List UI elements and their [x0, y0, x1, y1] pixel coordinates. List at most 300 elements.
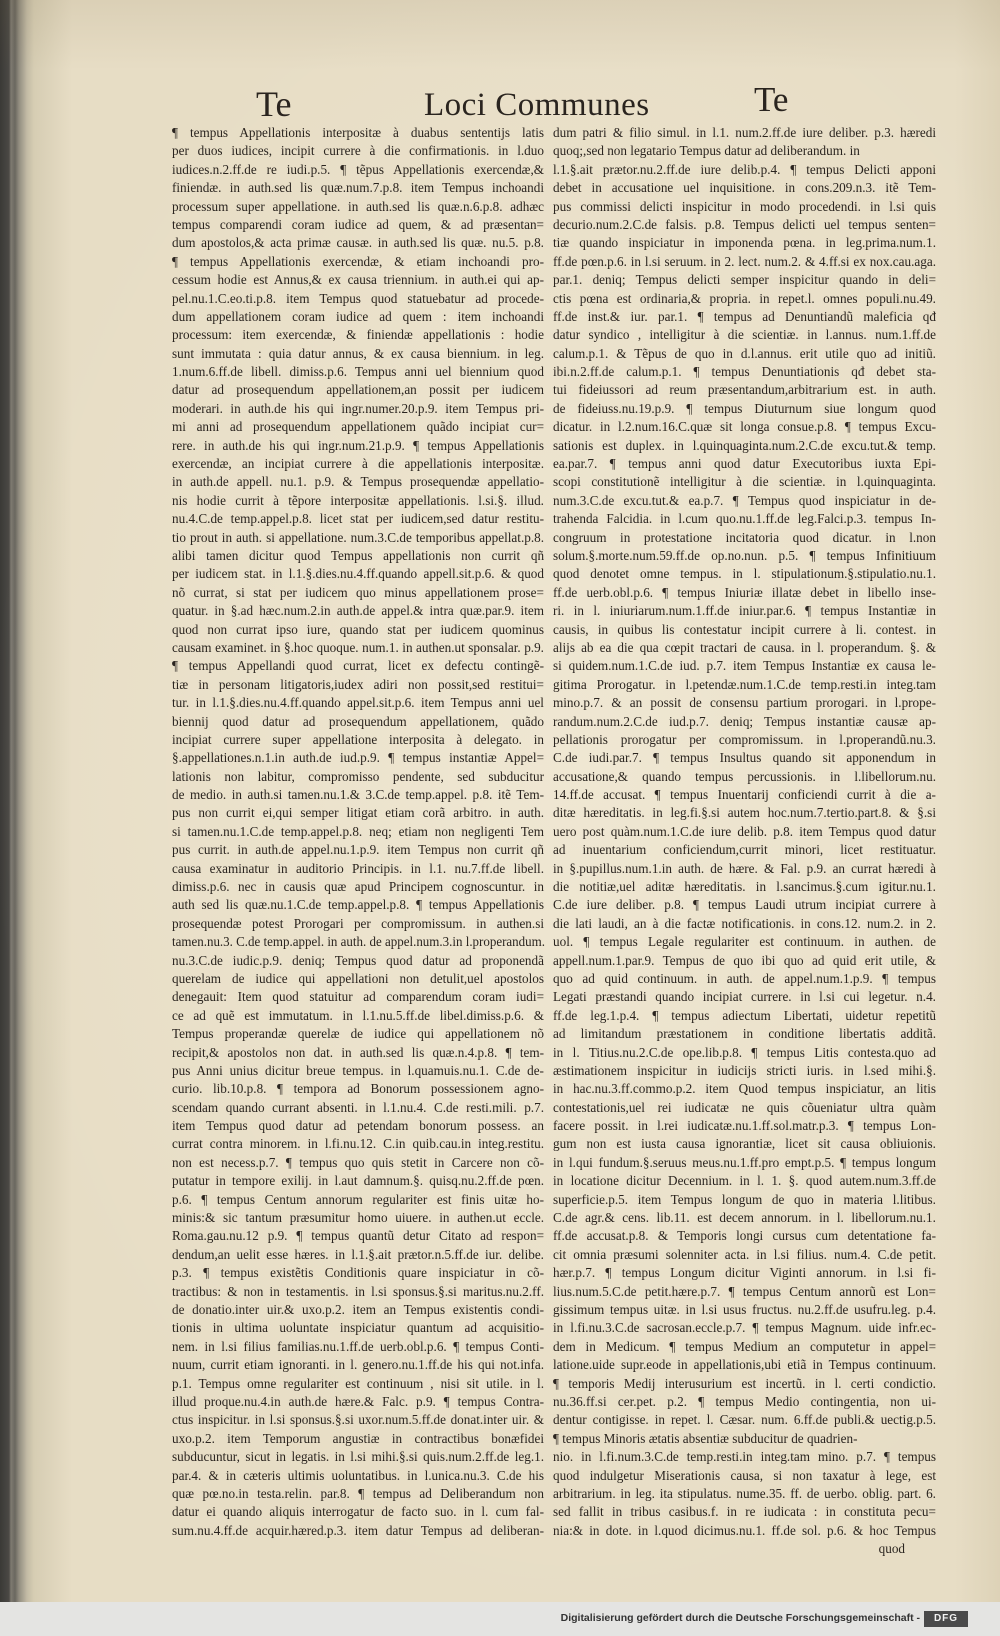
text-line — [553, 1007, 937, 1025]
text-line — [172, 363, 545, 381]
text-line — [553, 198, 937, 216]
text-line-content: nio. in l.fi.num.3.C.de temp.resti.in integ.tam mino. p.7. ¶ tempus — [553, 1449, 937, 1465]
text-line — [553, 768, 937, 786]
text-line-content: decurio.num.2.C.de falsis. p.8. Tempus delicti uel tempus senten= — [553, 216, 936, 232]
text-line — [172, 896, 545, 914]
text-line — [172, 1154, 545, 1172]
text-line-content: de fideiuss.nu.19.p.9. ¶ tempus Diuturnum siue longum quod — [553, 400, 937, 416]
text-line-content: accusatione,& quando tempus percussionis. in l.libellorum.nu. — [553, 768, 936, 784]
text-line — [553, 308, 937, 326]
text-line-content: nia:& in dote. in l.quod dicimus.nu.1. ff.de sol. p.6. & hoc Tempus — [553, 1522, 936, 1538]
text-line-content: Legati præstandi quando incipiat currere. in l.si cui legetur. n.4. — [553, 989, 936, 1005]
text-line — [172, 1485, 545, 1503]
text-line-content: C.de agr.& cens. lib.11. est decem annorum. in l. libellorum.nu.1. — [553, 1210, 936, 1226]
text-line-content: scopi constitutionẽ intelligitur à die scientiæ. in l.quinquaginta. — [553, 474, 936, 490]
text-line — [172, 253, 545, 271]
text-line-content: scendam quando currant absenti. in l.1.nu.4. C.de resti.mili. p.7. — [172, 1099, 544, 1115]
text-line — [553, 1191, 937, 1209]
text-line — [172, 437, 545, 455]
text-line — [172, 694, 545, 712]
text-line — [553, 1411, 937, 1429]
text-line-content: ff.de uerb.obl.p.6. ¶ tempus Iniuriæ illatæ debet in libello inse- — [553, 584, 936, 600]
text-line — [172, 308, 545, 326]
text-line-content: ff.de leg.1.p.4. ¶ tempus adiectum Libertati, uidetur repetitũ — [553, 1007, 937, 1023]
text-line-content: in l. Titius.nu.2.C.de ope.lib.p.8. ¶ tempus Litis contesta.quo ad — [553, 1044, 936, 1060]
text-line-content: pus Anni unius dicitur breue tempus. in l.quamuis.nu.1. C.de de- — [172, 1062, 544, 1078]
text-line — [553, 1154, 937, 1172]
text-line — [553, 1246, 937, 1264]
text-line-content: datur syndico , intelligitur à die scientiæ. in l.annus. num.1.ff.de — [553, 327, 936, 343]
text-line — [172, 492, 545, 510]
text-line — [172, 1172, 545, 1190]
text-line-content: ctus inspicitur. in l.si sponsus.§.si uxor.num.5.ff.de donat.inter uir. & — [172, 1412, 544, 1428]
text-line — [172, 639, 545, 657]
text-line-content: dem in Medicum. ¶ tempus Medium an computetur in appel= — [553, 1338, 937, 1354]
text-line-content: ibi.n.2.ff.de calum.p.1. ¶ tempus Denuntiationis qđ debet sta- — [553, 364, 937, 380]
text-line — [553, 621, 937, 639]
text-line — [172, 179, 545, 197]
text-line-content: tempus comparendi coram iudice ad quem, & ad præsentan= — [172, 216, 544, 232]
text-line — [553, 786, 937, 804]
text-line-content: sum.nu.4.ff.de acquir.hæred.p.3. item datur Tempus ad deliberan- — [172, 1522, 544, 1538]
text-line — [553, 1485, 937, 1503]
text-line-content: tur. in l.1.§.dies.nu.4.ff.quando appel.sit.p.6. item Tempus anni uel — [172, 695, 544, 711]
text-line — [172, 1301, 545, 1319]
text-line — [172, 1044, 545, 1062]
text-line — [553, 1099, 937, 1117]
text-line — [172, 510, 545, 528]
text-line-content: non est necess.p.7. ¶ tempus quo quis stetit in Carcere non cõ- — [172, 1154, 544, 1170]
text-line-content: finiendæ. in auth.sed lis quæ.num.7.p.8. item Tempus inchoandi — [172, 180, 545, 196]
text-line-content: superficie.p.5. item Tempus longum de quo in materia l.litibus. — [553, 1191, 936, 1207]
text-line — [172, 841, 545, 859]
text-line-content: de medio. in auth.si tamen.nu.1.& 3.C.de temp.appel. p.8. itẽ Tem- — [172, 787, 544, 803]
text-line — [553, 676, 937, 694]
text-line — [172, 749, 545, 767]
text-line — [172, 1209, 545, 1227]
text-line-content: de donatio.inter uir.& uxo.p.2. item an Tempus existentis condi- — [172, 1302, 545, 1317]
text-line-content: pellationis prorogatur per compromissum. in l.properandũ.nu.3. — [553, 731, 936, 747]
text-line-content: uxo.p.2. item Temporum angustiæ in contractibus bonæfidei — [172, 1430, 544, 1446]
text-line — [553, 161, 937, 179]
text-line — [172, 1411, 545, 1429]
text-line-content: querelam de iudice qui appellationi non detulit,uel apostolos — [172, 970, 545, 986]
text-line-content: pus commissi delicti inspicitur in modo procedendi. in l.si quis — [553, 198, 936, 214]
text-line — [172, 970, 545, 988]
text-line — [553, 933, 937, 951]
text-line — [172, 602, 545, 620]
text-line-content: ¶ temporis Medij interusurium est incertũ. in l. certi condictio. — [553, 1375, 936, 1391]
right-headword: Te — [754, 80, 789, 119]
text-line-content: si tamen.nu.1.C.de temp.appel.p.8. neq; etiam non negligenti Tem — [172, 823, 544, 839]
text-line-content: dentur contigisse. in repet. l. Cæsar. num. 6.ff.de publi.& uectig.p.5. — [553, 1412, 936, 1428]
text-line-content: dendum,an uelit esse hæres. in l.1.§.ait prætor.n.5.ff.de iur. delibe. — [172, 1246, 544, 1262]
text-line — [172, 823, 545, 841]
text-line-content: in hac.nu.3.ff.commo.p.2. item Quod tempus inspiciatur, an litis — [553, 1081, 937, 1097]
left-headword: Te — [256, 84, 292, 124]
text-line-content: causa examinatur in auditorio Principis. in l.1. nu.7.ff.de libell. — [172, 860, 545, 876]
text-line — [553, 1062, 937, 1080]
text-line — [553, 860, 937, 878]
text-line — [172, 933, 545, 951]
text-line-content: uol. ¶ tempus Legale regulariter est continuum. in authen. de — [553, 934, 937, 950]
text-line — [553, 363, 937, 381]
text-line-content: rere. in auth.de his qui ingr.num.21.p.9. ¶ tempus Appellationis — [172, 437, 545, 453]
text-line-content: Tempus properandæ querelæ de iudice qui appellationem nõ — [172, 1026, 545, 1042]
text-line-content: cit omnia præsumi solenniter acta. in l.si filius. num.4. C.de petit. — [553, 1246, 936, 1262]
text-line-content: quæ pœ.no.in testa.relin. par.8. ¶ tempus ad Deliberandum non — [172, 1485, 544, 1501]
text-line-content: si quidem.num.1.C.de iud. p.7. item Tempus Instantiæ ex causa le- — [553, 658, 936, 674]
text-line-content: tui fideiussori ad reum præsentandum,arbitrarium est. in auth. — [553, 382, 937, 398]
text-line-content: ctis pœna est ordinaria,& propria. in repet.l. omnes populi.nu.49. — [553, 290, 936, 306]
text-line-content: C.de iudi.par.7. ¶ tempus Insultus quando sit apponendum in — [553, 750, 936, 766]
text-line — [172, 400, 545, 418]
text-line — [553, 1522, 937, 1540]
text-line-content: dum apostolos,& acta primæ causæ. in auth.sed lis quæ. nu.5. p.8. — [172, 235, 544, 251]
text-line — [172, 1393, 545, 1411]
text-line — [172, 1467, 545, 1485]
text-line — [553, 841, 937, 859]
text-line — [172, 326, 545, 344]
text-line-content: gitima Prorogatur. in l.petendæ.num.1.C.de temp.resti.in integ.tam — [553, 676, 937, 692]
text-line — [553, 1080, 937, 1098]
text-line — [553, 639, 937, 657]
text-line — [553, 1503, 937, 1521]
text-line-content: Roma.gau.nu.12 p.9. ¶ tempus quantũ detur Citato ad respon= — [172, 1228, 545, 1244]
text-line-content: arbitrarium. in leg. ita stipulatus. nume.35. ff. de uerbo. oblig. part. 6. — [553, 1485, 936, 1501]
text-line-content: incipiat currere super appellatione interposita à delegato. in — [172, 731, 544, 747]
text-line — [553, 584, 937, 602]
text-line — [553, 179, 937, 197]
text-line — [172, 1503, 545, 1521]
text-line — [172, 345, 545, 363]
text-line — [553, 124, 937, 142]
text-line-content: processum: item exercendæ, & finiendæ appellationis : hodie — [172, 327, 545, 343]
text-line-content: sationis est duplex. in l.quinquaginta.num.2.C.de excu.tut.& temp. — [553, 437, 936, 453]
text-line-content: pel.nu.1.C.eo.ti.p.8. item Tempus quod statuebatur ad procede- — [172, 290, 544, 306]
text-line-content: ad inuentarium conficiendum,currit minori, licet restituatur. — [553, 842, 937, 858]
text-line — [553, 1319, 937, 1337]
text-line-content: dimiss.p.6. nec in causis quæ apud Principem cognoscuntur. in — [172, 879, 544, 895]
text-line — [553, 952, 937, 970]
text-line — [172, 915, 545, 933]
text-line — [172, 621, 545, 639]
text-line — [553, 731, 937, 749]
text-line-content: nem. in l.si filius familias.nu.1.ff.de uerb.obl.p.6. ¶ tempus Conti- — [172, 1338, 544, 1354]
text-line-content: par.4. & in cæteris ultimis uoluntatibus. in l.unica.nu.3. C.de his — [172, 1467, 545, 1483]
text-line — [172, 142, 545, 160]
text-line — [553, 1044, 937, 1062]
text-line — [172, 1025, 545, 1043]
text-line — [553, 437, 937, 455]
text-line-content: tionis in ultima uoluntate inspiciatur quantum ad acquisitio- — [172, 1320, 544, 1336]
text-line — [172, 786, 545, 804]
text-line — [553, 400, 937, 418]
text-line-content: in l.qui fundum.§.seruus meus.nu.1.ff.pro empt.p.5. ¶ tempus longum — [553, 1154, 937, 1170]
text-line — [172, 1319, 545, 1337]
text-line — [553, 492, 937, 510]
text-line-content: pus currit. in auth.de appel.nu.1.p.9. item Tempus non currit qñ — [172, 842, 545, 858]
text-line-content: ea.par.7. ¶ tempus anni quod datur Executoribus iuxta Epi- — [553, 456, 937, 472]
text-line — [553, 988, 937, 1006]
right-text-column — [553, 124, 937, 1574]
text-line — [172, 216, 545, 234]
text-line-content: C.de iure deliber. p.8. ¶ tempus Laudi utrum incipiat currere à — [553, 897, 937, 913]
text-line-content: lius.num.5.C.de petit.hære.p.7. ¶ tempus Centum annorũ est Lon= — [553, 1283, 936, 1299]
text-line-content: quod non currat ipso iure, quando stat per iudicem quominus — [172, 621, 544, 637]
text-line-content: uero post quàm.num.1.C.de iure delib. p.8. item Tempus quod datur — [553, 823, 936, 839]
text-line-content: sunt immutata : quia datur annus, & ex causa biennium. in leg. — [172, 345, 545, 361]
text-line-content: tio prout in auth. si appellatione. num.3.C.de temporibus appellat.p.8. — [172, 529, 545, 545]
text-line-content: causis, in quibus lis contestatur incipit currere à li. contest. in — [553, 621, 936, 637]
text-line — [553, 657, 937, 675]
text-line — [172, 1338, 545, 1356]
text-line — [172, 1007, 545, 1025]
text-line — [553, 271, 937, 289]
text-line-content: randum.num.2.C.de iud.p.7. deniq; Tempus instantiæ causæ ap- — [553, 713, 936, 729]
text-line-content: in locatione dicitur Decennium. in l. 1. §. quod autem.num.3.ff.de — [553, 1173, 937, 1189]
text-line-content: ce ad quẽ est immutatum. in l.1.nu.5.ff.de libel.dimiss.p.6. & — [172, 1007, 544, 1023]
text-line-content: datur ei quando aliquis interrogatur de facto suo. in l. cum fal- — [172, 1504, 544, 1520]
text-line — [553, 547, 937, 565]
text-line — [172, 547, 545, 565]
text-line-content: dum patri & filio simul. in l.1. num.2.ff.de iure deliber. p.3. hæredi — [553, 125, 937, 140]
text-line-content: nuum, currit etiam ignoranti. in l. genero.nu.1.ff.de his qui not.infa. — [172, 1357, 545, 1373]
text-line — [553, 345, 937, 363]
text-line-content: tractibus: & non in testamentis. in l.si sponsus.§.si maritus.nu.2.ff. — [172, 1283, 545, 1299]
text-line-content: mino.p.7. & an possit de consensu partium prorogari. in l.prope- — [553, 695, 936, 711]
text-line — [172, 1227, 545, 1245]
text-line-content: dicatur. in l.2.num.16.C.quæ sit longa consue.p.8. ¶ tempus Excu- — [553, 419, 936, 435]
text-line — [172, 1135, 545, 1153]
text-line-content: æstimationem inspicitur in iudicijs stricti iuris. in l.sed mihi.§. — [553, 1062, 937, 1078]
text-line-content: ¶ tempus Appellandi quod currat, licet ex defectu contingẽ- — [172, 658, 545, 674]
text-line-content: p.1. Tempus omne regulariter est continuum , nisi sit utile. in l. — [172, 1375, 544, 1391]
funding-credit: Digitalisierung gefördert durch die Deutsche Forschungsgemeinschaft - — [560, 1612, 920, 1624]
text-line — [172, 768, 545, 786]
text-line-content: causam examinet. in §.hoc quoque. num.1. in authen.ut sponsalar. p.9. — [172, 639, 544, 655]
text-line-content: nu.3.C.de iudic.p.9. deniq; Tempus quod datur ad proponendã — [172, 952, 544, 968]
text-line-content: curio. lib.10.p.8. ¶ tempora ad Bonorum possessionem agno- — [172, 1081, 544, 1097]
text-line-content: ditæ hæreditatis. in leg.fi.§.si autem hoc.num.7.tertio.part.8. & §.si — [553, 805, 936, 821]
text-line-content: lationis non labitur, compromisso pendente, sed subducitur — [172, 768, 544, 784]
text-line-content: currat contra minorem. in l.fi.nu.12. C.in quib.cau.in integ.restitu. — [172, 1136, 544, 1152]
text-line — [172, 731, 545, 749]
text-line — [553, 510, 937, 528]
text-line — [553, 529, 937, 547]
text-line-content: p.3. ¶ tempus existẽtis Conditionis quare inspiciatur in cõ- — [172, 1265, 545, 1281]
text-line-content: gum non est iusta causa ignorantiæ, licet sit causa obliuionis. — [553, 1136, 936, 1152]
catchword-text: quod — [878, 1541, 905, 1557]
text-line-content: debet in accusatione uel inquisitione. in cons.209.n.3. itẽ Tem- — [553, 180, 936, 196]
text-line-content: quod indulgetur Miserationis causa, si non taxatur à lege, est — [553, 1467, 936, 1483]
text-line-content: iudices.n.2.ff.de re iudi.p.5. ¶ tẽpus Appellationis exercendæ,& — [172, 161, 545, 177]
text-line — [172, 1283, 545, 1301]
text-line — [553, 253, 937, 271]
text-line-content: exercendæ, an incipiat currere à die appellationis interpositæ. — [172, 456, 544, 472]
text-line-content: quoq;,sed non legatario Tempus datur ad deliberandum. in — [553, 143, 860, 159]
text-line-content: ¶ tempus Minoris ætatis absentiæ subducitur de quadrien- — [553, 1430, 858, 1446]
text-line — [172, 860, 545, 878]
left-text-column — [172, 124, 545, 1574]
text-line — [172, 473, 545, 491]
text-line — [172, 1099, 545, 1117]
text-line-content: cessum hodie est Annus,& ex causa triennium. in auth.ei qui ap- — [172, 272, 544, 288]
text-line — [172, 455, 545, 473]
text-line — [172, 529, 545, 547]
text-line-content: recipit,& apostolos non dat. in auth.sed lis quæ.n.4.p.8. ¶ tem- — [172, 1044, 545, 1060]
text-line-content: par.1. deniq; Tempus delicti semper inspicitur quando in deli= — [553, 272, 937, 288]
text-line-content: die notitiæ,uel aditæ hæreditatis. in l.sancimus.§.cum igitur.nu.1. — [553, 879, 936, 895]
text-line — [172, 988, 545, 1006]
text-line — [553, 1375, 937, 1393]
text-line — [172, 1356, 545, 1374]
text-line — [172, 418, 545, 436]
text-line — [553, 1227, 937, 1245]
text-line — [172, 234, 545, 252]
text-line-content: moderari. in auth.de his qui ingr.numer.20.p.9. item Tempus pri- — [172, 400, 545, 416]
text-line — [553, 804, 937, 822]
text-line-content: tamen.nu.3. C.de temp.appel. in auth. de appel.num.3.in l.properandum. — [172, 934, 545, 950]
text-line-content: nu.4.C.de temp.appel.p.8. licet stat per iudicem,sed datur restitu- — [172, 511, 545, 527]
text-line — [172, 1191, 545, 1209]
text-line — [172, 565, 545, 583]
text-line-content: solum.§.morte.num.59.ff.de op.no.nun. p.5. ¶ tempus Infinitiuum — [553, 547, 937, 563]
text-line — [172, 1375, 545, 1393]
text-line-content: latione.uide supr.eode in appellationis,ubi etiã in Tempus continuum. — [553, 1357, 936, 1373]
text-line-content: in §.pupillus.num.1.in auth. de hære. & Fal. p.9. an currat hæredi à — [553, 860, 936, 876]
text-line — [553, 1356, 937, 1374]
text-line — [172, 1062, 545, 1080]
text-line-content: quod denotet omne tempus. in l. stipulationum.§.stipulatio.nu.1. — [553, 566, 937, 582]
text-line-content: ¶ tempus Appellationis exercendæ, & etiam inchoandi pro- — [172, 253, 544, 269]
text-line-content: nu.36.ff.si cer.pet. p.2. ¶ tempus Medio contingentia, non ui- — [553, 1393, 937, 1409]
text-line — [553, 915, 937, 933]
text-line — [172, 804, 545, 822]
text-line — [172, 713, 545, 731]
text-line-content: denegauit: Item quod statuitur ad comparendum coram iudi= — [172, 989, 545, 1005]
text-line-content: processum super appellatione. in auth.sed lis quæ.n.6.p.8. adhæc — [172, 198, 544, 214]
text-line — [553, 473, 937, 491]
text-line-content: ff.de accusat.p.8. & Temporis longi cursus cum detentatione fa- — [553, 1228, 937, 1244]
text-line-content: alibi tamen dicitur quod Tempus appellationis non currit qñ — [172, 547, 545, 563]
text-line-content: ri. in l. iniuriarum.num.1.ff.de iniur.par.6. ¶ tempus Instantiæ in — [553, 603, 937, 619]
text-line-content: contestationis,uel rei iudicatæ ne quis cõueniatur ultra quàm — [553, 1099, 937, 1115]
text-line-content: mi anni ad prosequendum appellationem quãdo incipiat cur= — [172, 419, 545, 435]
digitization-footer — [0, 1602, 1000, 1636]
text-line — [553, 455, 937, 473]
text-line — [553, 1301, 937, 1319]
text-line-content: 14.ff.de accusat. ¶ tempus Inuentarij conficiendi currit à die a- — [553, 787, 936, 803]
text-line-content: 1.num.6.ff.de libell. dimiss.p.6. Tempus anni uel biennium quod — [172, 364, 544, 380]
text-line — [172, 124, 545, 142]
text-line — [172, 657, 545, 675]
text-line-content: nis hodie currit à tẽpore interpositæ appellationis. l.si.§. illud. — [172, 492, 544, 508]
text-line-content: in auth.de appell. nu.1. p.9. & Tempus prosequendæ appellatio- — [172, 474, 544, 490]
text-line-content: dum appellationem coram iudice ad quem : item inchoandi — [172, 308, 544, 324]
text-line-content: datur ad prosequendum appellationem,an possit per iudicem — [172, 382, 544, 398]
text-line — [172, 1080, 545, 1098]
text-line-content: facere possit. in l.rei iudicatæ.nu.1.ff.sol.matr.p.3. ¶ tempus Lon- — [553, 1118, 937, 1134]
text-line — [172, 952, 545, 970]
text-line — [553, 326, 937, 344]
text-line — [553, 418, 937, 436]
text-line — [553, 1135, 937, 1153]
text-line — [172, 198, 545, 216]
text-line-content: alijs ab ea die qua cœpit tractari de causa. in l. properandum. §. & — [553, 639, 937, 655]
text-line-content: trahenda Falcidia. in l.cum quo.nu.1.ff.de leg.Falci.p.3. tempus In- — [553, 511, 937, 527]
text-line-content: pus non currit ei,qui semper litigat etiam corã arbitro. in auth. — [172, 805, 545, 821]
text-line-content: per iudicem stat. in l.1.§.dies.nu.4.ff.quando appell.sit.p.6. & quod — [172, 566, 544, 582]
text-line-content: auth sed lis quæ.nu.1.C.de temp.appel.p.8. ¶ tempus Appellationis — [172, 897, 545, 913]
running-title: Loci Communes — [424, 87, 650, 123]
text-line-content: calum.p.1. & Tẽpus de quo in d.l.annus. erit utile quo ad initiũ. — [553, 345, 936, 361]
dfg-logo-icon: DFG — [924, 1611, 968, 1627]
text-line — [553, 1172, 937, 1190]
text-line — [172, 271, 545, 289]
text-line — [553, 1209, 937, 1227]
text-line-content: tiæ quando inspiciatur in imponenda pœna. in leg.prima.num.1. — [553, 235, 936, 251]
text-line — [553, 1283, 937, 1301]
text-line — [172, 1117, 545, 1135]
text-line — [172, 878, 545, 896]
text-line-content: ¶ tempus Appellationis interpositæ à duabus sententijs latis — [172, 125, 544, 140]
text-line — [553, 713, 937, 731]
text-line — [553, 694, 937, 712]
text-line — [172, 381, 545, 399]
text-line-content: nõ currat, si stat per iudicem quo minus appellationem prose= — [172, 584, 544, 600]
text-line-content: ff.de pœn.p.6. in l.si seruum. in 2. lect. num.2. & 4.ff.si ex nox.cau.aga. — [553, 253, 936, 269]
text-line-content: die lati laudi, an à die factæ notificationis. in cons.12. num.2. in 2. — [553, 915, 936, 931]
text-line-content: quo ad quid continuum. in auth. de appel.num.1.p.9. ¶ tempus — [553, 970, 936, 986]
text-line-content: putatur in tempore exilij. in l.aut damnum.§. quisq.nu.2.ff.de pœn. — [172, 1173, 545, 1189]
text-line-content: illud proque.nu.4.in auth.de hære.& Falc. p.9. ¶ tempus Contra- — [172, 1393, 544, 1409]
text-line — [553, 216, 937, 234]
text-line — [553, 234, 937, 252]
text-line — [172, 676, 545, 694]
text-line — [553, 1117, 937, 1135]
text-line — [553, 878, 937, 896]
text-line-content: ad limitandum præstationem in conditione libertatis additã. — [553, 1026, 937, 1042]
text-line — [553, 1264, 937, 1282]
text-line — [553, 142, 937, 160]
text-line-content: subducuntur, sicut in legatis. in l.si mihi.§.si quis.num.2.ff.de leg.1. — [172, 1449, 545, 1465]
text-line — [553, 602, 937, 620]
text-line-content: item Tempus quod datur ad petendam bonorum possess. an — [172, 1118, 544, 1134]
text-line-content: biennij quod datur ad prosequendum appellationem, quãdo — [172, 713, 544, 729]
text-line-content: tiæ in personam litigatoris,iudex adiri non possit,sed restitui= — [172, 676, 544, 692]
text-line — [553, 1025, 937, 1043]
text-line-content: ff.de inst.& iur. par.1. ¶ tempus ad Denuntiandũ maleficia qđ — [553, 308, 936, 324]
text-line — [553, 896, 937, 914]
text-line-content: minis:& sic tantum præsumitur homo uiuere. in authen.ut eccle. — [172, 1210, 545, 1226]
text-line-content: num.3.C.de excu.tut.& ea.p.7. ¶ Tempus quod inspiciatur in de- — [553, 492, 936, 508]
text-line — [553, 1430, 937, 1448]
text-line-content: per duos iudices, incipit currere à die confirmationis. in l.duo — [172, 143, 544, 159]
text-line — [553, 970, 937, 988]
text-line-content: sed fallit in tribus casibus.f. in re iudicata : in constituta pecu= — [553, 1504, 936, 1520]
text-line — [553, 290, 937, 308]
text-line — [172, 1264, 545, 1282]
text-line — [553, 565, 937, 583]
text-line-content: appell.num.1.par.9. Tempus de quo ibi quo ad quid erit utile, & — [553, 952, 937, 968]
catchword — [553, 1540, 937, 1558]
text-line — [172, 1522, 545, 1540]
text-line — [553, 1393, 937, 1411]
text-line — [172, 584, 545, 602]
text-line-content: hær.p.7. ¶ tempus Longum dicitur Viginti annorum. in l.si fi- — [553, 1265, 936, 1281]
text-line-content: congruum in protestatione incitatoria quod dicatur. in l.non — [553, 529, 936, 545]
